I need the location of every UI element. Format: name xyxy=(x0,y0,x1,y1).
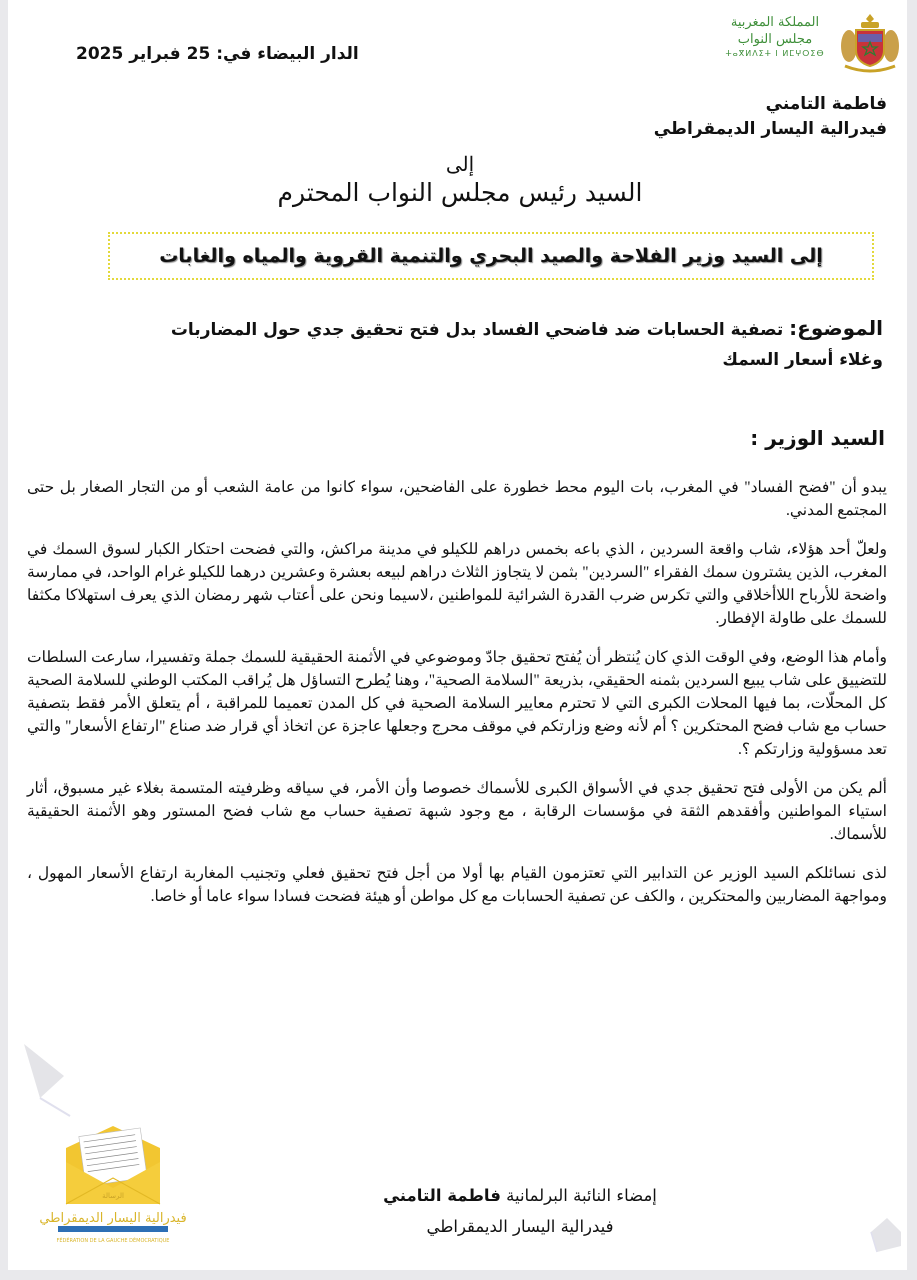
sender-block xyxy=(654,92,887,142)
parliament-logo-kingdom: المملكة المغربية xyxy=(730,15,820,30)
recipient-minister: إلى السيد وزير الفلاحة والصيد البحري والتنمية القروية والمياه والغابات xyxy=(159,245,823,267)
federation-logo-caption: الرسالة xyxy=(102,1192,124,1200)
page-border-left xyxy=(0,0,8,1280)
date-line: الدار البيضاء في: 25 فبراير 2025 xyxy=(76,44,359,64)
to-label: إلى xyxy=(445,152,475,176)
letter-body xyxy=(27,476,887,924)
parliament-logo-tifinagh: ⵜⴰⴳⵍⴷⵉⵜ ⵏ ⵍⵎⵖⵔⵉⴱ xyxy=(725,49,825,58)
subject xyxy=(123,313,883,375)
federation-logo-name-ar: فيدرالية اليسار الديمقراطي xyxy=(39,1211,187,1226)
body-paragraph: ألم يكن من الأولى فتح تحقيق جدي في الأسواق الكبرى للأسماك خصوصا وأن الأمر، في سياقه وظرفيته المتسمة بغلاء غير مسبوق، أثار استياء المواطنين وأفقدهم الثقة في مؤسسات الرقابة ، مع وجود شبهة تصفية حساب مع شاب فضح المستور وهو الأثمنة الحقيقية للأسماك. xyxy=(27,780,887,843)
body-paragraph: وأمام هذا الوضع، وفي الوقت الذي كان يُنتظر أن يُفتح تحقيق جادّ وموضوعي في الأثمنة الحقيقية للسمك جملة وتفسيرا، سارعت السلطات للتضييق على شاب يبيع السردين بثمنه الحقيقي، بذريعة "السلامة الصحية"، وهنا يُطرح التساؤل هل يُراقب المكتب الوطني للسلامة الصحية كل المحلّات، بما فيها المحلات الكبرى التي لا تحترم معايير السلامة الصحية في كل المدن تعميما للمراقبة ، أم يتعلق الأمر فقط بتصفية حساب مع شاب فضح المحتكرين ؟ أم لأنه وضع وزارتكم في موقف محرج وجعلها عاجزة عن اتخاذ أي قرار ضد صناع "ارتفاع الأسعار" والتي تعد مسؤولية وزارتكم ؟. xyxy=(27,649,887,758)
paper-plane-watermark-icon xyxy=(20,1038,80,1118)
body-paragraph: يبدو أن "فضح الفساد" في المغرب، بات اليوم محط خطورة على الفاضحين، سواء كانوا من عامة الشعب أو من التجار الصغار بل حتى المجتمع المدني. xyxy=(27,479,887,519)
envelope-watermark-icon xyxy=(867,1212,903,1258)
parliament-logo xyxy=(725,14,825,60)
envelope-letter-icon xyxy=(38,1122,188,1257)
body-paragraph: لذى نسائلكم السيد الوزير عن التدابير التي تعتزمون القيام بها أولا من أجل فتح تحقيق فعلي وتجنيب المغاربة ارتفاع الأسعار المهول ، ومواجهة المضاربين والمحتكرين ، والكف عن تصفية الحسابات مع كل مواطن أو هيئة فضحت فسادا سواء عاما أو خاصا. xyxy=(27,865,887,905)
sender-party: فيدرالية اليسار الديمقراطي xyxy=(653,119,887,139)
sender-name: فاطمة التامني xyxy=(765,94,887,114)
federation-logo xyxy=(38,1122,188,1257)
subject-label: الموضوع: xyxy=(789,316,883,340)
signature-block xyxy=(310,1180,730,1242)
page-border-bottom xyxy=(0,1270,917,1280)
salutation: السيد الوزير : xyxy=(750,426,885,450)
scrollbar[interactable] xyxy=(907,0,917,1280)
signature-party: فيدرالية اليسار الديمقراطي xyxy=(426,1217,614,1236)
signature-name: فاطمة التامني xyxy=(383,1186,501,1205)
federation-logo-name-fr: FÉDÉRATION DE LA GAUCHE DÉMOCRATIQUE xyxy=(56,1238,170,1244)
signature-prefix: إمضاء النائبة البرلمانية xyxy=(506,1186,657,1205)
coat-of-arms-icon xyxy=(839,12,901,76)
parliament-logo-chamber: مجلس النواب xyxy=(737,32,813,47)
recipient-president: السيد رئيس مجلس النواب المحترم xyxy=(277,178,643,207)
subject-text: تصفية الحسابات ضد فاضحي الفساد بدل فتح تحقيق جدي حول المضاربات وغلاء أسعار السمك xyxy=(170,320,883,370)
recipient-minister-box xyxy=(108,232,874,280)
body-paragraph: ولعلّ أحد هؤلاء، شاب واقعة السردين ، الذي باعه بخمس دراهم للكيلو في مدينة مراكش، والتي فضحت احتكار الكبار لسوق السمك في المغرب، الذين يشترون سمك الفقراء "السردين" بثمن لا يتجاوز الثلاث دراهم لبيعه بعشرة وعشرين درهما للكيلو غرام الواحد، في ممارسة واضحة للأرباح اللاأخلاقي والتي تكرس ضرب القدرة الشرائية للمواطنين ،لاسيما ونحن على أعتاب شهر رمضان الذي يعرف استهلاكا مكثفا للسمك على طاولة الإفطار. xyxy=(27,541,887,627)
